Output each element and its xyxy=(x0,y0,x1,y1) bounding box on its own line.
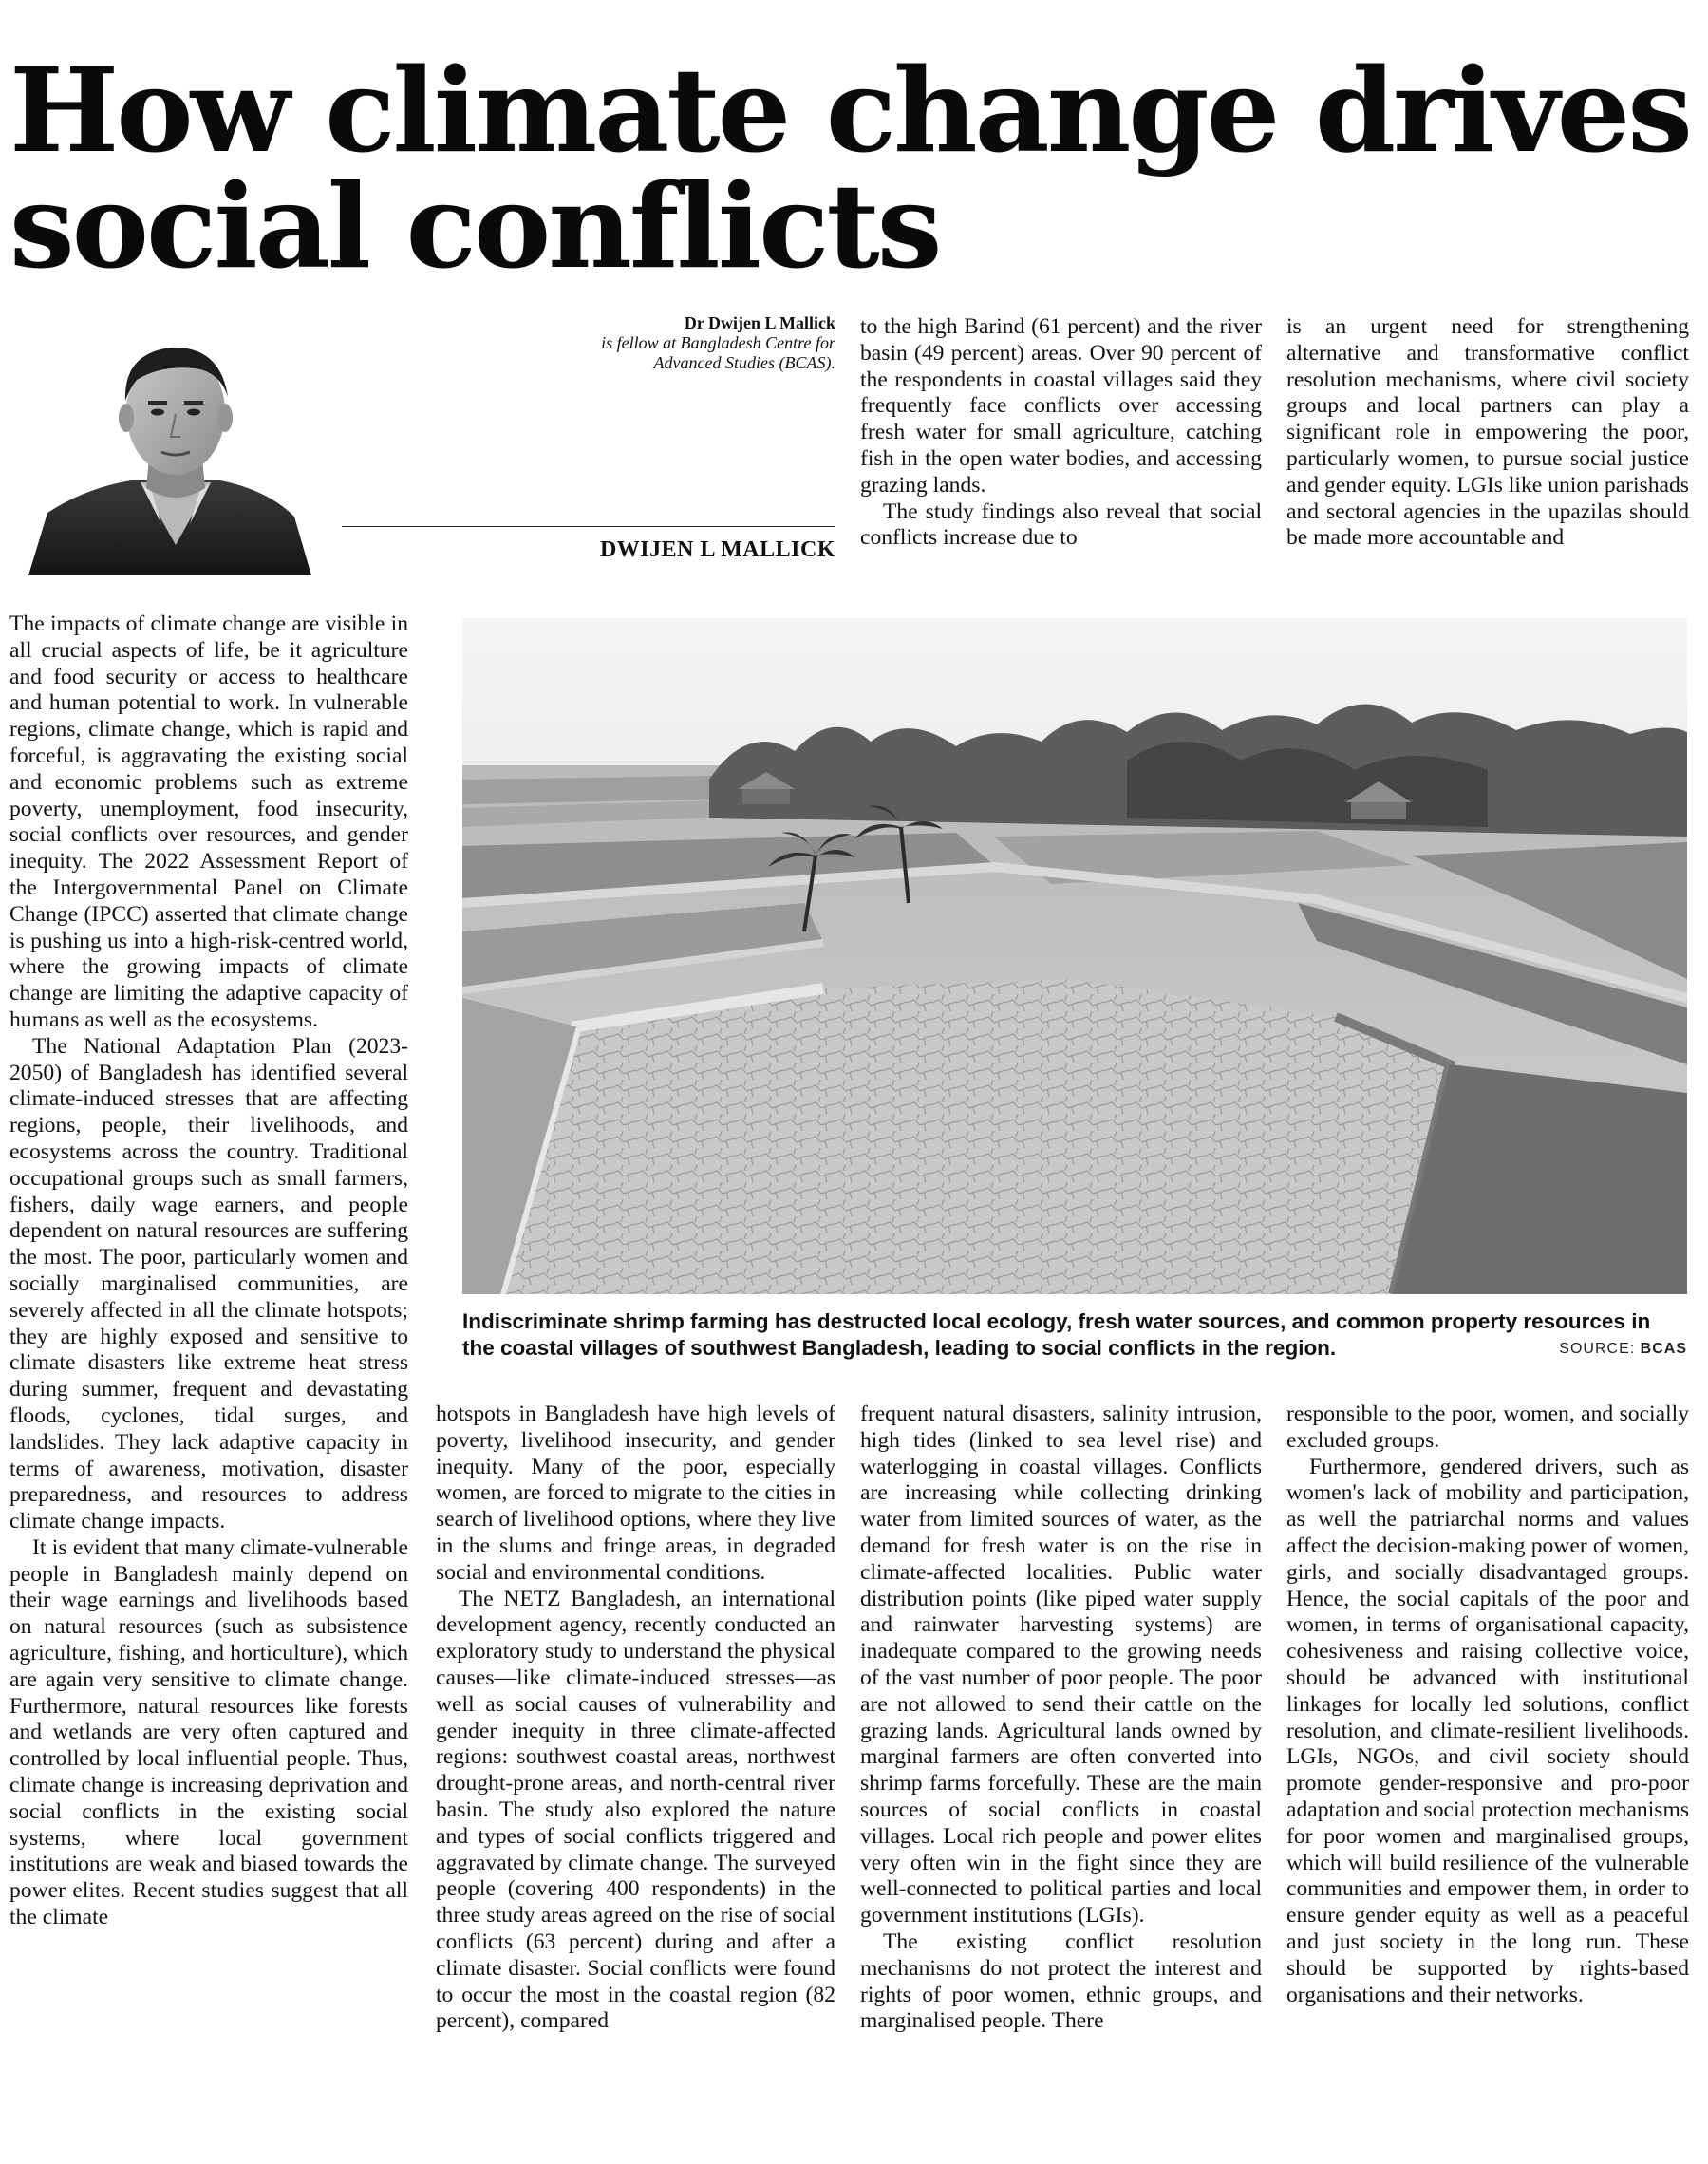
paragraph: The NETZ Bangladesh, an international development agency, recently conducted an exploratory study to understand the physical causes—like climate-induced stresses—as well as social causes of vulnerability and gender inequity in three climate-affected regions: southwest coastal areas, northwest drought-prone areas, and north-central river basin. The study also explored the nature and types of social conflicts triggered and aggravated by climate change. The surveyed people (covering 400 respondents) in the three study areas agreed on the rise of social conflicts (63 percent) during and after a climate disaster. Social conflicts were found to occur the most in the coastal region (82 percent), compared xyxy=(436,1586,835,2034)
author-info xyxy=(532,313,835,373)
column-3 xyxy=(860,1402,1262,2035)
photo-source xyxy=(1559,1341,1687,1358)
paragraph: responsible to the poor, women, and socially excluded groups. xyxy=(1286,1402,1689,1453)
column-4-top xyxy=(1286,314,1689,552)
paragraph: It is evident that many climate-vulnerable people in Bangladesh mainly depend on their wage earnings and livelihoods based on natural resources (such as subsistence agriculture, fishing, and horticulture), which are again very sensitive to climate change. Furthermore, natural resources like forests and wetlands are very often captured and controlled by local influential people. Thus, climate change is increasing deprivation and social conflicts in the existing social systems, where local government institutions are weak and biased towards the power elites. Recent studies suggest that all the climate xyxy=(9,1534,408,1930)
column-3-top xyxy=(860,314,1262,552)
byline: DWIJEN L MALLICK xyxy=(599,537,835,562)
column-1 xyxy=(9,612,408,1931)
column-4 xyxy=(1286,1402,1689,2008)
byline-rule xyxy=(342,526,835,527)
source-name: BCAS xyxy=(1640,1341,1687,1357)
paragraph: to the high Barind (61 percent) and the river basin (49 percent) areas. Over 90 percent of the respondents in coastal villages said they frequently face conflicts over accessing fresh water for small agriculture, catching fish in the open water bodies, and accessing grazing lands. xyxy=(860,314,1262,498)
source-label: SOURCE: xyxy=(1559,1341,1636,1357)
column-2 xyxy=(436,1402,835,2035)
paragraph: The existing conflict resolution mechanisms do not protect the interest and rights of poor women, ethnic groups, and marginalised people. There xyxy=(860,1929,1262,2034)
photo-caption: Indiscriminate shrimp farming has destructed local ecology, fresh water sources, and common property resources in the coastal villages of southwest Bangladesh, leading to social conflicts in the region. xyxy=(462,1309,1651,1360)
paragraph: is an urgent need for strengthening alternative and transformative conflict resolution mechanisms, where civil society groups and local partners can play a significant role in empowering the poor, particularly women, to pursue social justice and gender equity. LGIs like union parishads and sectoral agencies in the upazilas should be made more accountable and xyxy=(1286,314,1689,551)
author-bio: is fellow at Bangladesh Centre for Advanced Studies (BCAS). xyxy=(601,333,835,372)
paragraph: hotspots in Bangladesh have high levels of poverty, livelihood insecurity, and gender inequity. Many of the poor, especially women, are forced to migrate to the cities in search of livelihood options, where they live in the slums and fringe areas, in degraded social and environmental conditions. xyxy=(436,1402,835,1585)
paragraph: The National Adaptation Plan (2023-2050) of Bangladesh has identified several climate-induced stresses that are affecting regions, people, their livelihoods, and ecosystems across the country. Traditional occupational groups such as small farmers, fishers, daily wage earners, and people dependent on natural resources are suffering the most. The poor, particularly women and socially marginalised communities, are severely affected in all the climate hotspots; they are highly exposed and sensitive to climate disasters like extreme heat stress during summer, frequent and devastating floods, cyclones, tidal surges, and landslides. They lack adaptive capacity in terms of awareness, motivation, disaster preparedness, and resources to address climate change impacts. xyxy=(9,1033,408,1534)
paragraph: The impacts of climate change are visible in all crucial aspects of life, be it agriculture and food security or access to healthcare and human potential to work. In vulnerable regions, climate change, which is rapid and forceful, is aggravating the existing social and economic problems such as extreme poverty, unemployment, food insecurity, social conflicts over resources, and gender inequity. The 2022 Assessment Report of the Intergovernmental Panel on Climate Change (IPCC) asserted that climate change is pushing us into a high-risk-centred world, where the growing impacts of climate change are limiting the adaptive capacity of humans as well as the ecosystems. xyxy=(9,612,408,1032)
author-portrait xyxy=(9,306,342,575)
headline: How climate change drives social conflicts xyxy=(9,42,1690,294)
shrimp-farm-photo xyxy=(462,618,1687,1294)
paragraph: The study findings also reveal that social conflicts increase due to xyxy=(860,499,1262,551)
author-name: Dr Dwijen L Mallick xyxy=(684,313,835,332)
paragraph: frequent natural disasters, salinity intrusion, high tides (linked to sea level rise) and waterlogging in coastal villages. Conflicts are increasing while collecting drinking water from limited sources of water, as the demand for fresh water is on the rise in climate-affected localities. Public water distribution points (like piped water supply and rainwater harvesting systems) are inadequate compared to the growing needs of the vast number of poor people. The poor are not allowed to send their cattle on the grazing lands. Agricultural lands owned by marginal farmers are often converted into shrimp farms forcefully. These are the main sources of social conflicts in coastal villages. Local rich people and power elites very often win in the fight since they are well-connected to political parties and local government institutions (LGIs). xyxy=(860,1402,1262,1929)
paragraph: Furthermore, gendered drivers, such as women's lack of mobility and participation, as well the patriarchal norms and values affect the decision-making power of women, girls, and socially disadvantaged groups. Hence, the social capitals of the poor and women, in terms of organisational capacity, cohesiveness and raising collective voice, should be advanced with institutional linkages for locally led solutions, conflict resolution, and climate-resilient livelihoods. LGIs, NGOs, and civil society should promote gender-responsive and pro-poor adaptation and social protection mechanisms for poor women and marginalised groups, which will build resilience of the vulnerable communities and empower them, in order to ensure gender equity as well as a peaceful and just society in the long run. These should be supported by rights-based organisations and their networks. xyxy=(1286,1454,1689,2007)
